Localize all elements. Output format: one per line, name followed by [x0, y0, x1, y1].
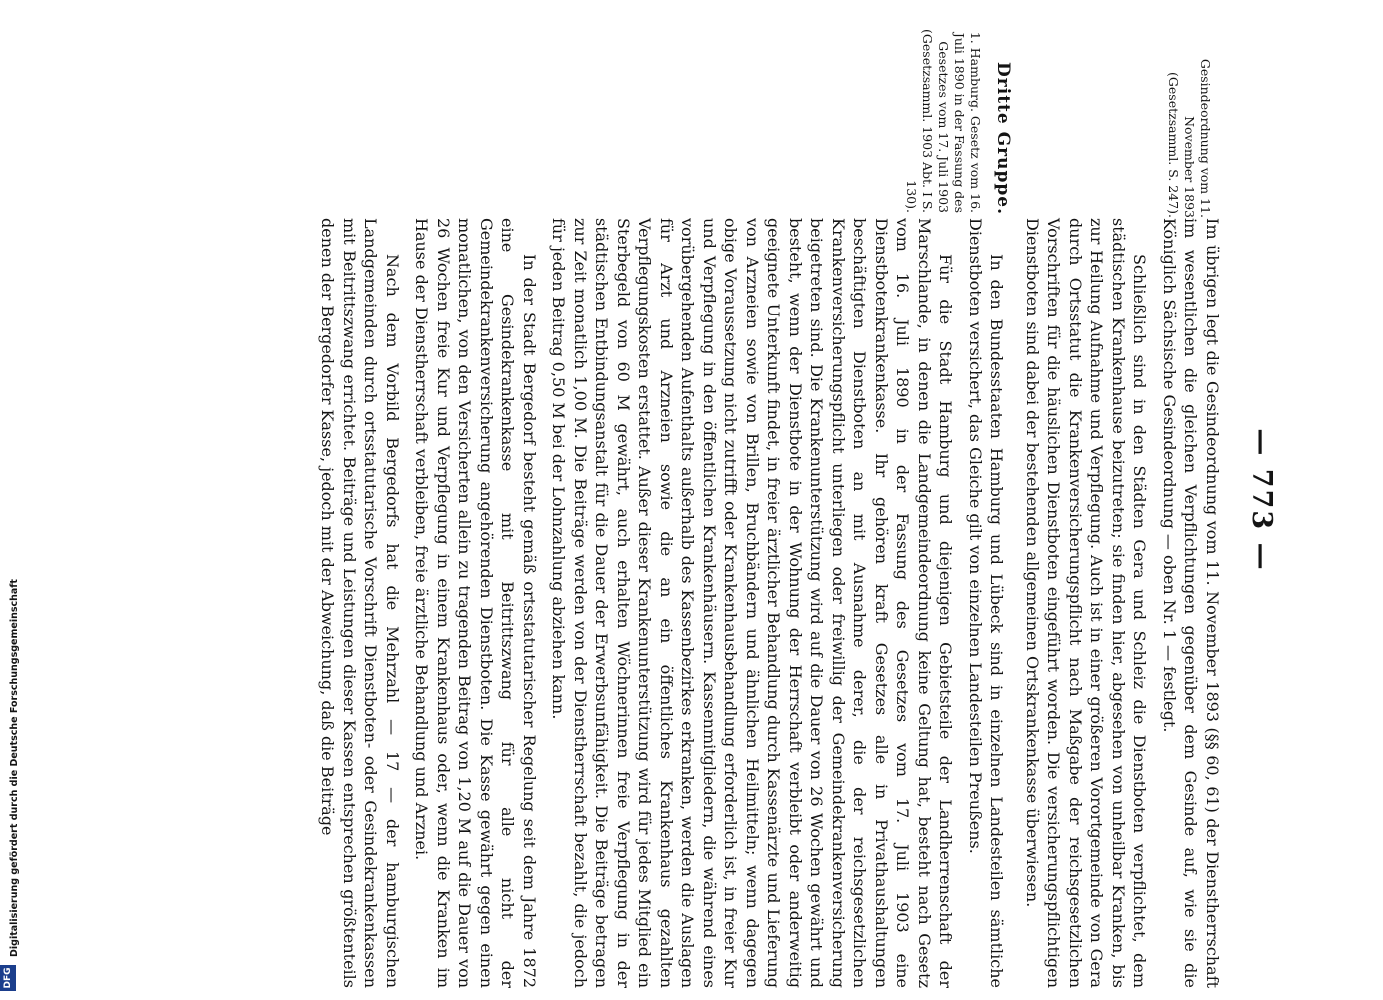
section-heading: Dritte Gruppe. [993, 62, 1013, 215]
paragraph: Für die Stadt Hamburg und diejenigen Gebietsteile der Landherrenschaft der Marschlande, in denen die Landgemeindeordnung keine Geltung hat, besteht nach Gesetz vom 16. Juli 1890 in der Fassung des Gesetzes vom 17. Juli 1903 eine Dienstbotenkrankenkasse. Ihr gehören kraft Gesetzes alle in Privathaushaltungen beschäftigten Dienstboten an mit Ausnahme derer, die der reichsgesetzlichen Krankenversicherungspflicht unterliegen oder freiwillig der Gemeindekrankenversicherung beigetreten sind. Die Krankenunterstützung wird auf die Dauer von 26 Wochen gewährt und besteht, wenn der Dienstbote in der Wohnung der Herrschaft verbleibt oder anderweitig geeignete Unterkunft findet, in freier ärztlicher Behandlung durch Kassenärzte und Lieferung von Arzneien sowie von Brillen, Bruchbändern und ähnlichen Heilmitteln; wenn dagegen obige Voraussetzung nicht zutrifft oder Krankenhausbehandlung erforderlich ist, in freier Kur und Verpflegung in den öffentlichen Krankenhäusern. Kassenmitgliedern, die während eines vorübergehenden Aufenthalts außerhalb des Kassenbezirkes erkranken, werden die Auslagen für Arzt und Arzneien sowie die an ein öffentliches Krankenhaus gezahlten Verpflegungskosten erstattet. Außer dieser Krankenunterstützung wird für jedes Mitglied ein Sterbegeld von 60 M gewährt, auch erhalten Wöchnerinnen freie Verpflegung in der städtischen Entbindungsanstalt für die Dauer der Erwerbsunfähigkeit. Die Beiträge betragen zur Zeit monatlich 1,00 M. Die Beiträge werden von der Dienstherrschaft bezahlt, die jedoch für jeden Beitrag 0,50 M bei der Lohnzahlung abziehen kann. [549, 218, 956, 988]
paragraph: In der Stadt Bergedorf besteht gemäß ortsstatutarischer Regelung seit dem Jahre 1872 eine Gesindekrankenkasse mit Beitrittszwang für alle nicht der Gemeindekrankenversicherung angehörenden Dienstboten. Die Kasse gewährt gegen einen monatlichen, von den Versicherten allein zu tragenden Beitrag von 1,20 M auf die Dauer von 26 Wochen freie Kur und Verpflegung in einem Krankenhaus oder, wenn die Kranken im Hause der Dienstherrschaft verbleiben, freie ärztliche Behandlung und Arznei. [412, 218, 539, 988]
paragraph: Im übrigen legt die Gesindeordnung vom 11. November 1893 (§§ 60, 61) der Dienstherrschaft im wesentlichen die gleichen Verpflichtungen gegenüber dem Gesinde auf, wie sie die Königlich Sächsische Gesindeordnung — oben Nr. 1 — festlegt. [1160, 218, 1222, 988]
body-text [309, 218, 1223, 988]
digitization-note: Digitalisierung gefördert durch die Deutsche Forschungsgemeinschaft [9, 579, 20, 957]
margin-notes-hamburg [903, 28, 983, 213]
paragraph: Schließlich sind in den Städten Gera und Schleiz die Dienstboten verpflichtet, dem städtischen Krankenhause beizutreten; sie finden hier, abgesehen von unheilbar Kranken, bis zur Heilung Aufnahme und Verpflegung. Auch ist in einer größeren Vorortgemeinde von Gera durch Ortsstatut die Krankenversicherungspflicht nach Maßgabe der reichsgesetzlichen Vorschriften für die häuslichen Dienstboten eingeführt worden. Die versicherungspflichtigen Dienstboten sind dabei der bestehenden allgemeinen Ortskrankenkasse überwiesen. [1023, 218, 1150, 988]
margin-notes [1131, 28, 1213, 218]
margin-note-hamburg: 1. Hamburg. Gesetz vom 16. Juli 1890 in der Fassung des Gesetzes vom 17. Juli 1903 (Gesetzsamml. 1903 Abt. I S. 130). [904, 29, 983, 213]
dfg-logo: DFG [0, 965, 16, 991]
paragraph: In den Bundesstaaten Hamburg und Lübeck sind in einzelnen Landesteilen sämtliche Dienstboten versichert, das Gleiche gilt von einzelnen Landesteilen Preußens. [966, 218, 1007, 988]
digitization-footer [0, 0, 20, 1000]
page-number: — 773 — [1246, 428, 1277, 572]
paragraph: Nach dem Vorbild Bergedorfs hat die Mehrzahl — 17 — der hamburgischen Landgemeinden durch ortsstatutarische Vorschrift Dienstboten- oder Gesindekrankenkassen mit Beitrittszwang errichtet. Beiträge und Leistungen dieser Kassen entsprechen größtenteils denen der Bergedorfer Kasse, jedoch mit der Abweichung, daß die Beiträge [318, 218, 402, 988]
margin-note-gesindeordnung: Gesindeordnung vom 11. November 1893 (Gesetzsamml. S. 247). [1166, 58, 1213, 218]
